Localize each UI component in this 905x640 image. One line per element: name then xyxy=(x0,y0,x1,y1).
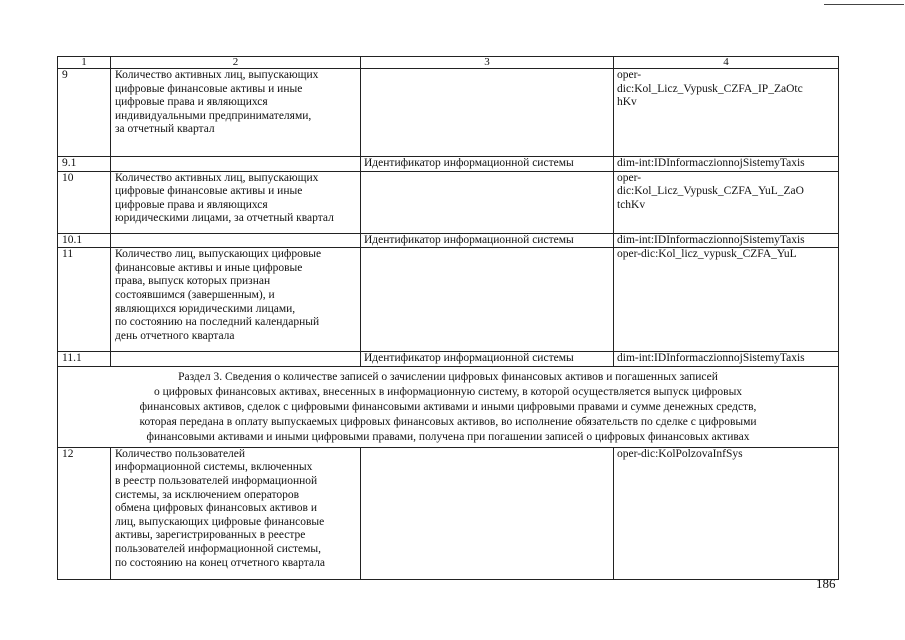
row-number: 10.1 xyxy=(58,233,111,248)
description-line: цифровые права и являющихся xyxy=(115,96,268,109)
row-identifier xyxy=(361,69,614,157)
row-number: 11.1 xyxy=(58,352,111,367)
section-line: которая передана в оплату выпускаемых цифровых финансовых активов, во исполнение обязательств по сделке с цифровыми xyxy=(139,415,757,428)
table-row xyxy=(58,248,839,352)
description-line: финансовые активы и иные цифровые xyxy=(115,261,303,274)
row-number: 12 xyxy=(58,447,111,579)
column-header: 1 xyxy=(58,57,111,69)
row-identifier xyxy=(361,248,614,352)
table-row xyxy=(58,447,839,579)
column-header: 2 xyxy=(111,57,361,69)
code-line: dic:Kol_Licz_Vypusk_CZFA_IP_ZaOtc xyxy=(617,82,803,95)
section-header-row xyxy=(58,366,839,447)
description-line: информационной системы, включенных xyxy=(115,461,313,474)
code-line: dim-int:IDInformaczionnojSistemyTaxis xyxy=(617,157,805,169)
row-identifier: Идентификатор информационной системы xyxy=(361,157,614,172)
table-row xyxy=(58,233,839,248)
column-header: 4 xyxy=(614,57,839,69)
row-code xyxy=(614,248,839,352)
column-header: 3 xyxy=(361,57,614,69)
code-line: dim-int:IDInformaczionnojSistemyTaxis xyxy=(617,233,805,246)
description-line: цифровые финансовые активы и иные xyxy=(115,82,303,95)
row-description xyxy=(111,447,361,579)
code-line: hKv xyxy=(617,96,637,109)
row-code xyxy=(614,447,839,579)
description-line: Количество активных лиц, выпускающих xyxy=(115,171,319,184)
description-line: активы, зарегистрированных в реестре xyxy=(115,529,306,542)
row-identifier xyxy=(361,171,614,233)
description-line: индивидуальными предпринимателями, xyxy=(115,109,312,122)
row-code xyxy=(614,157,839,172)
row-number: 11 xyxy=(58,248,111,352)
description-line: день отчетного квартала xyxy=(115,329,235,342)
code-line: tchKv xyxy=(617,198,646,211)
row-number: 9.1 xyxy=(58,157,111,172)
description-line: состоявшимся (завершенным), и xyxy=(115,288,275,301)
section-header xyxy=(58,366,839,447)
table-row xyxy=(58,352,839,367)
row-description xyxy=(111,352,361,367)
row-description xyxy=(111,69,361,157)
section-line: о цифровых финансовых активах, внесенных в информационную систему, в которой осуществляется выпуск цифровых xyxy=(153,385,743,398)
row-identifier: Идентификатор информационной системы xyxy=(361,233,614,248)
description-line: лиц, выпускающих цифровые финансовые xyxy=(115,515,325,528)
description-line: права, выпуск которых признан xyxy=(115,275,271,288)
description-line: пользователей информационной системы, xyxy=(115,542,321,555)
section-line: финансовых активов, сделок с цифровыми финансовыми активами и иными цифровыми правами и сумме денежных средств, xyxy=(139,400,757,413)
row-description xyxy=(111,171,361,233)
row-identifier xyxy=(361,447,614,579)
top-rule xyxy=(824,4,904,5)
table-row xyxy=(58,69,839,157)
description-line: являющихся юридическими лицами, xyxy=(115,302,296,315)
row-code xyxy=(614,233,839,248)
row-code xyxy=(614,171,839,233)
description-line: системы, за исключением операторов xyxy=(115,488,300,501)
code-line: oper- xyxy=(617,171,642,184)
description-line: по состоянию на последний календарный xyxy=(115,316,320,329)
page-number: 186 xyxy=(816,576,836,591)
code-line: oper-dic:KolPolzovaInfSys xyxy=(617,447,743,460)
description-line: обмена цифровых финансовых активов и xyxy=(115,502,317,515)
row-description xyxy=(111,157,361,172)
data-table xyxy=(57,56,839,580)
description-line: цифровые финансовые активы и иные xyxy=(115,185,303,198)
code-line: dim-int:IDInformaczionnojSistemyTaxis xyxy=(617,352,805,365)
column-header-row xyxy=(58,57,839,69)
table-row xyxy=(58,157,839,172)
description-line: Количество пользователей xyxy=(115,447,246,460)
row-number: 9 xyxy=(58,69,111,157)
code-line: oper- xyxy=(617,69,642,81)
row-number: 10 xyxy=(58,171,111,233)
section-line: Раздел 3. Сведения о количестве записей о зачислении цифровых финансовых активов и погашенных записей xyxy=(178,370,718,383)
section-line: финансовыми активами и иными цифровыми правами, получена при погашении записей о цифровых финансовых активах xyxy=(146,430,750,443)
row-description xyxy=(111,248,361,352)
description-line: Количество активных лиц, выпускающих xyxy=(115,69,319,81)
row-identifier: Идентификатор информационной системы xyxy=(361,352,614,367)
description-line: в реестр пользователей информационной xyxy=(115,474,318,487)
description-line: цифровые права и являющихся xyxy=(115,198,268,211)
row-description xyxy=(111,233,361,248)
table-row xyxy=(58,171,839,233)
row-code xyxy=(614,352,839,367)
description-line: за отчетный квартал xyxy=(115,123,215,136)
code-line: oper-dic:Kol_licz_vypusk_CZFA_YuL xyxy=(617,248,797,261)
description-line: по состоянию на конец отчетного квартала xyxy=(115,556,325,569)
description-line: Количество лиц, выпускающих цифровые xyxy=(115,248,322,261)
description-line: юридическими лицами, за отчетный квартал xyxy=(115,212,334,225)
row-code xyxy=(614,69,839,157)
code-line: dic:Kol_Licz_Vypusk_CZFA_YuL_ZaO xyxy=(617,185,804,198)
